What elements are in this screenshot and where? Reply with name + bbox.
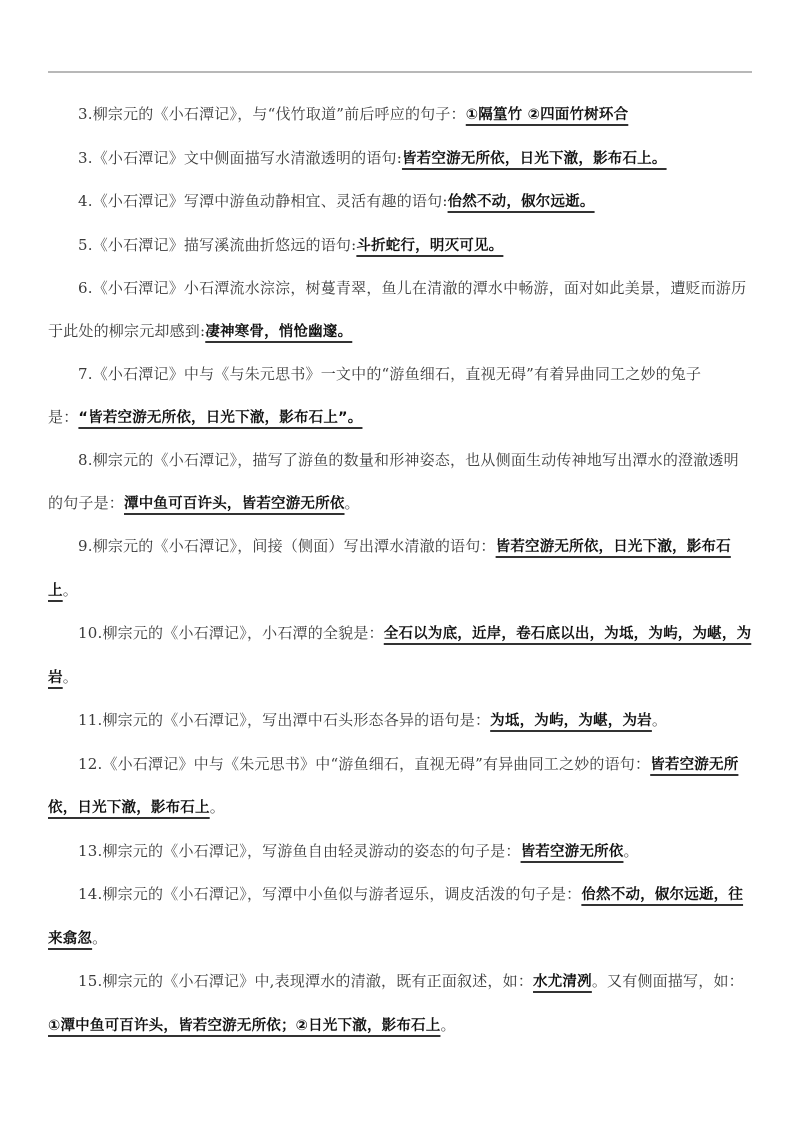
question-prompt: 13.柳宗元的《小石潭记》，写游鱼自由轻灵游动的姿态的句子是： — [78, 841, 521, 860]
question-prompt: 6.《小石潭记》小石潭流水淙淙，树蔓青翠，鱼儿在清澈的潭水中畅游，面对如此美景，遭贬而游历于此处的柳宗元却感到: — [48, 279, 747, 340]
answer-text: 全石以为底，近岸，卷石底以出，为坻，为屿，为嵁，为岩 — [48, 626, 752, 686]
question-prompt: 9.柳宗元的《小石潭记》，间接（侧面）写出潭水清澈的语句： — [78, 537, 496, 555]
question-12 — [48, 830, 754, 874]
question-2 — [48, 137, 754, 181]
answer-tail: 。 — [651, 711, 668, 729]
header-rule — [48, 71, 752, 73]
answer-text: 潭中鱼可百许头，皆若空游无所依 — [124, 495, 345, 512]
answer-text: 皆若空游无所依，日光下澈，影布石上 — [48, 756, 739, 816]
answer-tail-2: 。 — [440, 1015, 456, 1034]
question-9 — [48, 612, 754, 699]
question-13 — [48, 873, 754, 960]
question-7 — [48, 439, 754, 525]
question-prompt: 14.柳宗元的《小石潭记》，写潭中小鱼似与游者逗乐，调皮活泼的句子是： — [78, 885, 582, 903]
answer-tail: 。 — [623, 841, 639, 860]
answer-tail: 。 — [62, 580, 78, 599]
answer-text: ①隔篁竹 ②四面竹树环合 — [465, 107, 629, 123]
answer-text: 皆若空游无所依，日光下澈，影布石上 — [48, 539, 731, 599]
question-prompt: 5.《小石潭记》描写溪流曲折悠远的语句: — [78, 235, 357, 254]
answer-tail: 。 — [344, 493, 360, 512]
answer-text: 水尤清冽 — [533, 974, 592, 990]
question-3 — [48, 180, 754, 224]
answer-text: “皆若空游无所依，日光下澈，影布石上”。 — [78, 409, 363, 426]
document-body — [48, 93, 754, 1047]
question-prompt: 8.柳宗元的《小石潭记》，描写了游鱼的数量和形神姿态，也从侧面生动传神地写出潭水的澄澈透明的句子是： — [48, 451, 739, 512]
question-prompt: 12.《小石潭记》中与《朱元思书》中“游鱼细石，直视无碍”有异曲同工之妙的语句： — [78, 754, 651, 773]
question-5 — [48, 267, 754, 353]
question-prompt: 11.柳宗元的《小石潭记》，写出潭中石头形态各异的语句是： — [78, 711, 491, 729]
answer-text: 皆若空游无所依 — [520, 843, 624, 860]
question-11 — [48, 743, 754, 830]
question-prompt: 15.柳宗元的《小石潭记》中,表现潭水的清澈，既有正面叙述，如： — [78, 972, 534, 990]
answer-text-2: ①潭中鱼可百许头，皆若空游无所依；②日光下澈，影布石上 — [48, 1017, 441, 1034]
question-prompt: 7.《小石潭记》中与《与朱元思书》一文中的“游鱼细石，直视无碍”有着异曲同工之妙的兔子是： — [48, 365, 702, 426]
answer-text: 斗折蛇行，明灭可见。 — [356, 237, 504, 254]
question-prompt: 3.柳宗元的《小石潭记》，与“伐竹取道”前后呼应的句子： — [78, 105, 466, 123]
answer-text: 凄神寒骨，悄怆幽邃。 — [205, 323, 353, 340]
question-6 — [48, 353, 754, 439]
question-1 — [48, 93, 754, 137]
answer-text: 为坻，为屿，为嵁，为岩 — [490, 713, 652, 729]
question-prompt: 3.《小石潭记》文中侧面描写水清澈透明的语句: — [78, 148, 402, 167]
question-4 — [48, 224, 754, 268]
answer-tail: 。 — [92, 928, 108, 947]
question-10 — [48, 699, 754, 743]
question-14 — [48, 960, 754, 1047]
answer-text: 皆若空游无所依，日光下澈，影布石上。 — [401, 150, 667, 167]
answer-tail: 。 — [209, 798, 225, 816]
answer-text: 佁然不动，俶尔远逝。 — [447, 194, 595, 210]
answer-text: 佁然不动，俶尔远逝，往来翕忽 — [48, 887, 744, 947]
answer-tail: 。又有侧面描写，如： — [591, 972, 744, 990]
answer-tail: 。 — [62, 667, 78, 686]
question-prompt: 4.《小石潭记》写潭中游鱼动静相宜、灵活有趣的语句: — [78, 192, 448, 210]
question-8 — [48, 525, 754, 612]
question-prompt: 10.柳宗元的《小石潭记》，小石潭的全貌是： — [78, 624, 384, 642]
